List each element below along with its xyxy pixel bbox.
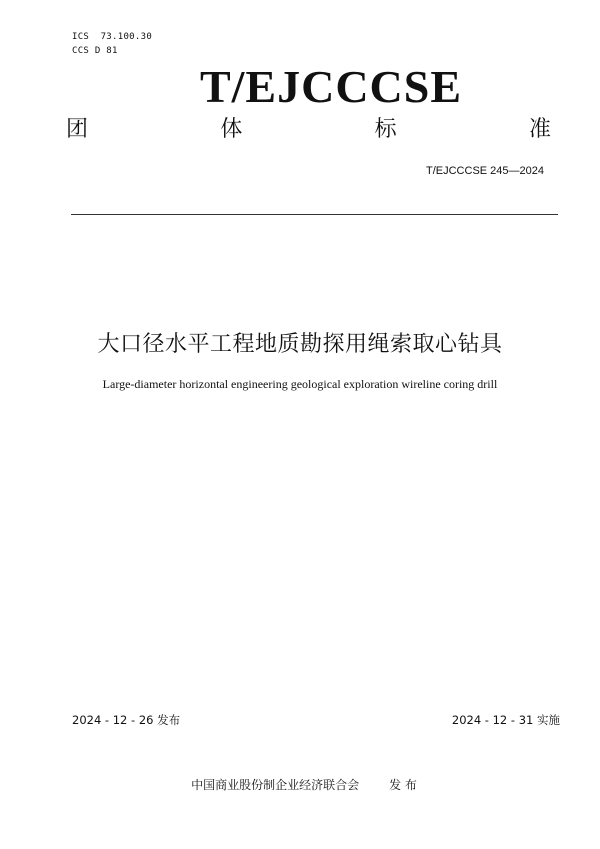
ics-code: ICS 73.100.30 — [72, 32, 153, 42]
issuer-line — [0, 776, 600, 794]
implement-date: 2024 - 12 - 31 实施 — [451, 713, 560, 727]
category-char: 团 — [66, 117, 89, 142]
standard-category — [66, 115, 551, 145]
issuer-action: 发 布 — [389, 778, 417, 792]
classification-codes — [72, 30, 152, 58]
category-char: 准 — [528, 117, 551, 142]
category-char: 标 — [374, 117, 397, 142]
title-english: Large-diameter horizontal engineering geological exploration wireline coring drill — [102, 377, 498, 391]
issuer-name: 中国商业股份制企业经济联合会 — [191, 778, 360, 792]
header-divider — [71, 214, 558, 215]
publish-date: 2024 - 12 - 26 发布 — [72, 713, 181, 727]
title-chinese: 大口径水平工程地质勘探用绳索取心钻具 — [97, 332, 503, 357]
category-char: 体 — [220, 117, 243, 142]
standard-number: T/EJCCCSE 245—2024 — [426, 165, 544, 177]
ccs-code: CCS D 81 — [72, 46, 118, 56]
standard-logo: T/EJCCCSE — [199, 61, 463, 112]
